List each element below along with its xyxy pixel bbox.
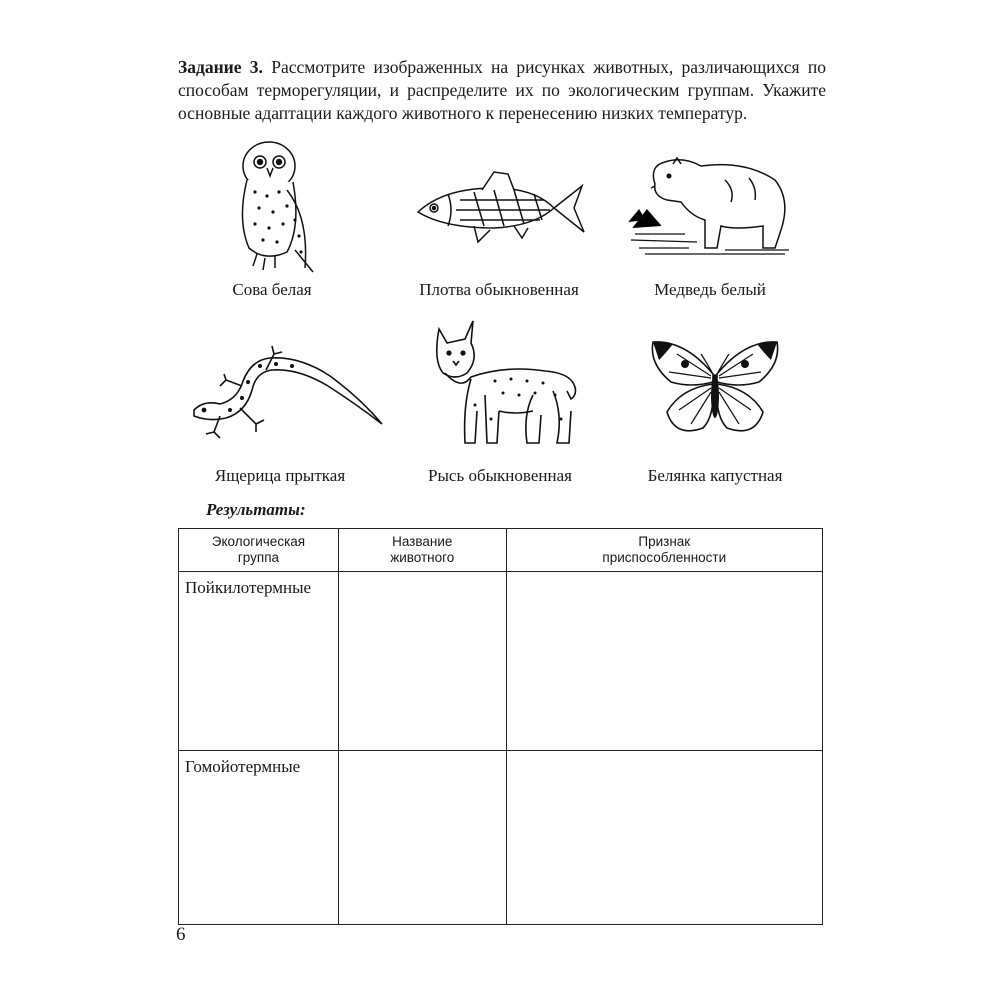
fish-icon <box>404 130 594 250</box>
lizard-icon <box>180 320 390 445</box>
animal-card-owl <box>172 130 372 310</box>
caption-lizard: Ящерица прыткая <box>214 466 346 485</box>
row-label-poikilotherms: Пойкилотермные <box>179 572 339 751</box>
caption-owl: Сова белая <box>232 280 312 299</box>
caption-lynx: Рысь обыкновенная <box>428 466 572 485</box>
header-animal-name: Название животного <box>338 529 506 572</box>
task-text <box>178 56 826 125</box>
results-table <box>178 528 823 925</box>
header-ecological-group: Экологическая группа <box>179 529 339 572</box>
animal-card-bear <box>610 130 810 310</box>
polar-bear-icon <box>625 130 795 260</box>
caption-fish: Плотва обыкновенная <box>419 280 579 299</box>
owl-icon <box>217 130 327 278</box>
results-header-row <box>179 529 823 572</box>
butterfly-icon <box>645 320 785 445</box>
task-body: Рассмотрите изображенных на рисунках животных, различающихся по способам терморегуляции, и распределите их по экологическим группам. Укажите основные адаптации каждого животного к перенесению низких температур. <box>178 57 826 123</box>
answer-cell-adaptation[interactable] <box>506 572 822 751</box>
caption-butterfly: Белянка капустная <box>647 466 783 485</box>
task-title: Задание 3. <box>178 57 263 77</box>
animal-card-fish <box>399 130 599 310</box>
table-row-poikilotherms <box>179 572 823 751</box>
header-adaptation: Признак приспособленности <box>506 529 822 572</box>
answer-cell-adaptation[interactable] <box>506 751 822 925</box>
page-number: 6 <box>176 924 186 945</box>
animal-card-lizard <box>180 320 380 490</box>
answer-cell-animal[interactable] <box>338 572 506 751</box>
answer-cell-animal[interactable] <box>338 751 506 925</box>
animal-card-lynx <box>400 315 600 490</box>
table-row-homeotherms <box>179 751 823 925</box>
results-label: Результаты: <box>206 500 306 519</box>
lynx-icon <box>415 315 585 455</box>
row-label-homeotherms: Гомойотермные <box>179 751 339 925</box>
caption-bear: Медведь белый <box>654 280 766 299</box>
animal-card-butterfly <box>615 320 815 490</box>
